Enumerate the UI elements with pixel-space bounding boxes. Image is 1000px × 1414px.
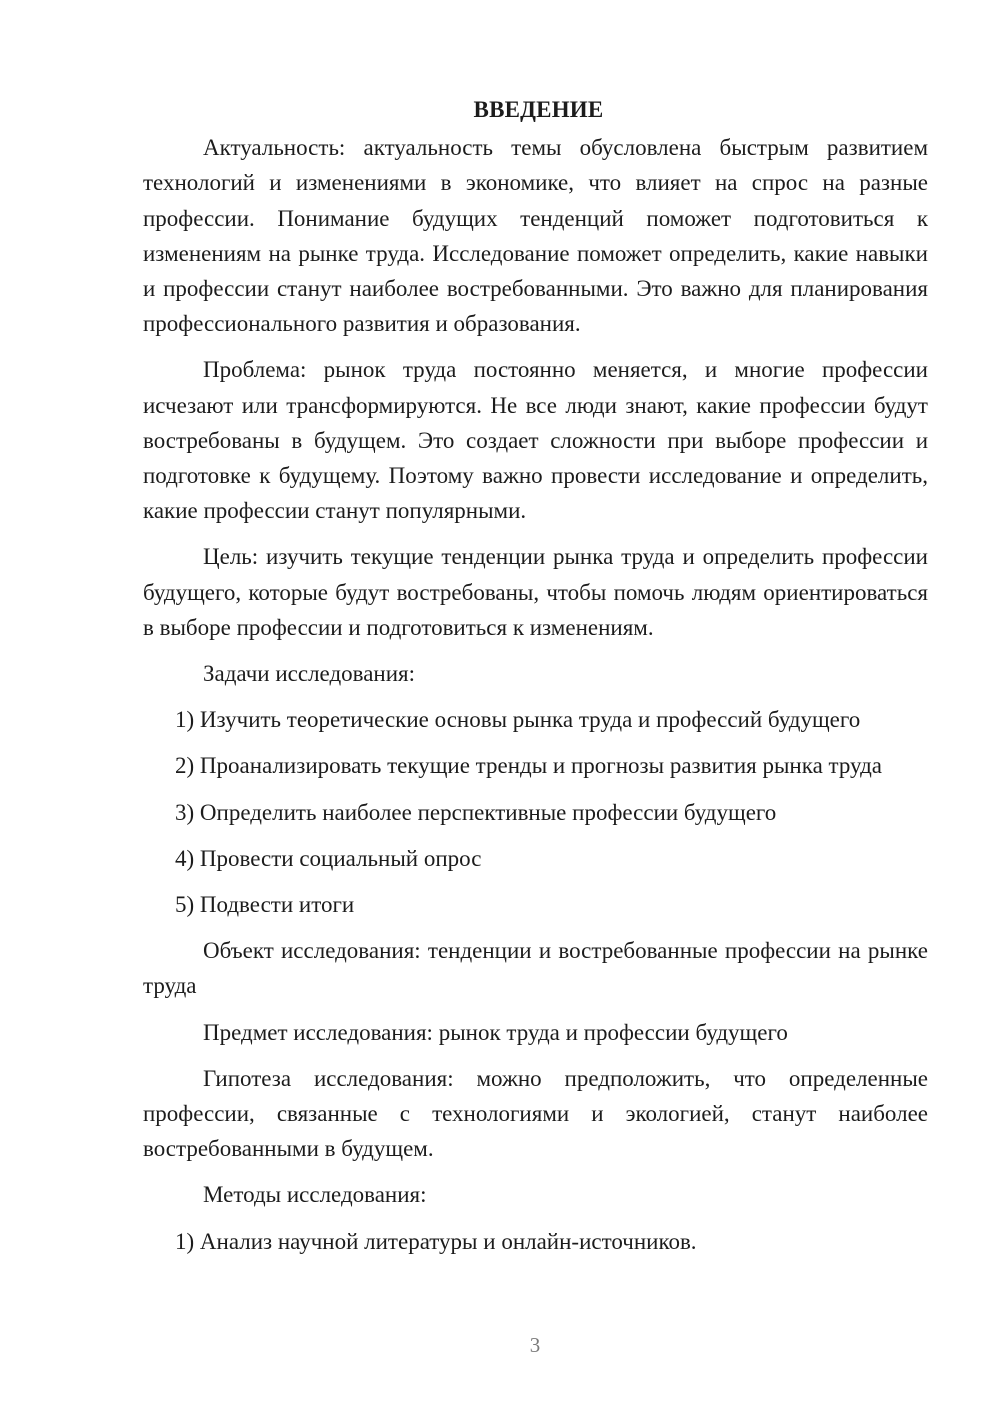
goal-paragraph: Цель: изучить текущие тенденции рынка труда и определить профессии будущего, которые будут востребованы, чтобы помочь людям ориентироваться в выборе профессии и подготовиться к изменениям. — [143, 544, 928, 640]
document-body — [143, 92, 928, 1270]
section-heading: ВВЕДЕНИЕ — [473, 97, 604, 122]
task-item-4: 4) Провести социальный опрос — [175, 845, 482, 871]
task-item-5: 5) Подвести итоги — [175, 892, 355, 918]
task-item-3: 3) Определить наиболее перспективные профессии будущего — [175, 799, 777, 825]
page-number: 3 — [529, 1333, 541, 1357]
methods-heading: Методы исследования: — [203, 1182, 427, 1208]
hypothesis-paragraph: Гипотеза исследования: можно предположить, что определенные профессии, связанные с технологиями и экологией, станут наиболее востребованными в будущем. — [143, 1065, 928, 1162]
object-paragraph: Объект исследования: тенденции и востребованные профессии на рынке труда — [143, 938, 928, 999]
tasks-heading: Задачи исследования: — [203, 661, 416, 687]
task-item-1: 1) Изучить теоретические основы рынка труда и профессий будущего — [175, 707, 861, 733]
problem-paragraph: Проблема: рынок труда постоянно меняется, и многие профессии исчезают или трансформируются. Не все люди знают, какие профессии будут востребованы в будущем. Это создает сложности при выборе профессии и подготовке к будущему. Поэтому важно провести исследование и определить, какие профессии станут популярными. — [143, 357, 928, 524]
subject-paragraph: Предмет исследования: рынок труда и профессии будущего — [203, 1019, 788, 1045]
relevance-paragraph: Актуальность: актуальность темы обусловлена быстрым развитием технологий и изменениями в экономике, что влияет на спрос на разные профессии. Понимание будущих тенденций поможет подготовиться к изменениям на рынке труда. Исследование поможет определить, какие навыки и профессии станут наиболее востребованными. Это важно для планирования профессионального развития и образования. — [143, 135, 928, 337]
task-item-2: 2) Проанализировать текущие тренды и прогнозы развития рынка труда — [175, 753, 883, 779]
method-item-1: 1) Анализ научной литературы и онлайн-источников. — [175, 1228, 697, 1254]
